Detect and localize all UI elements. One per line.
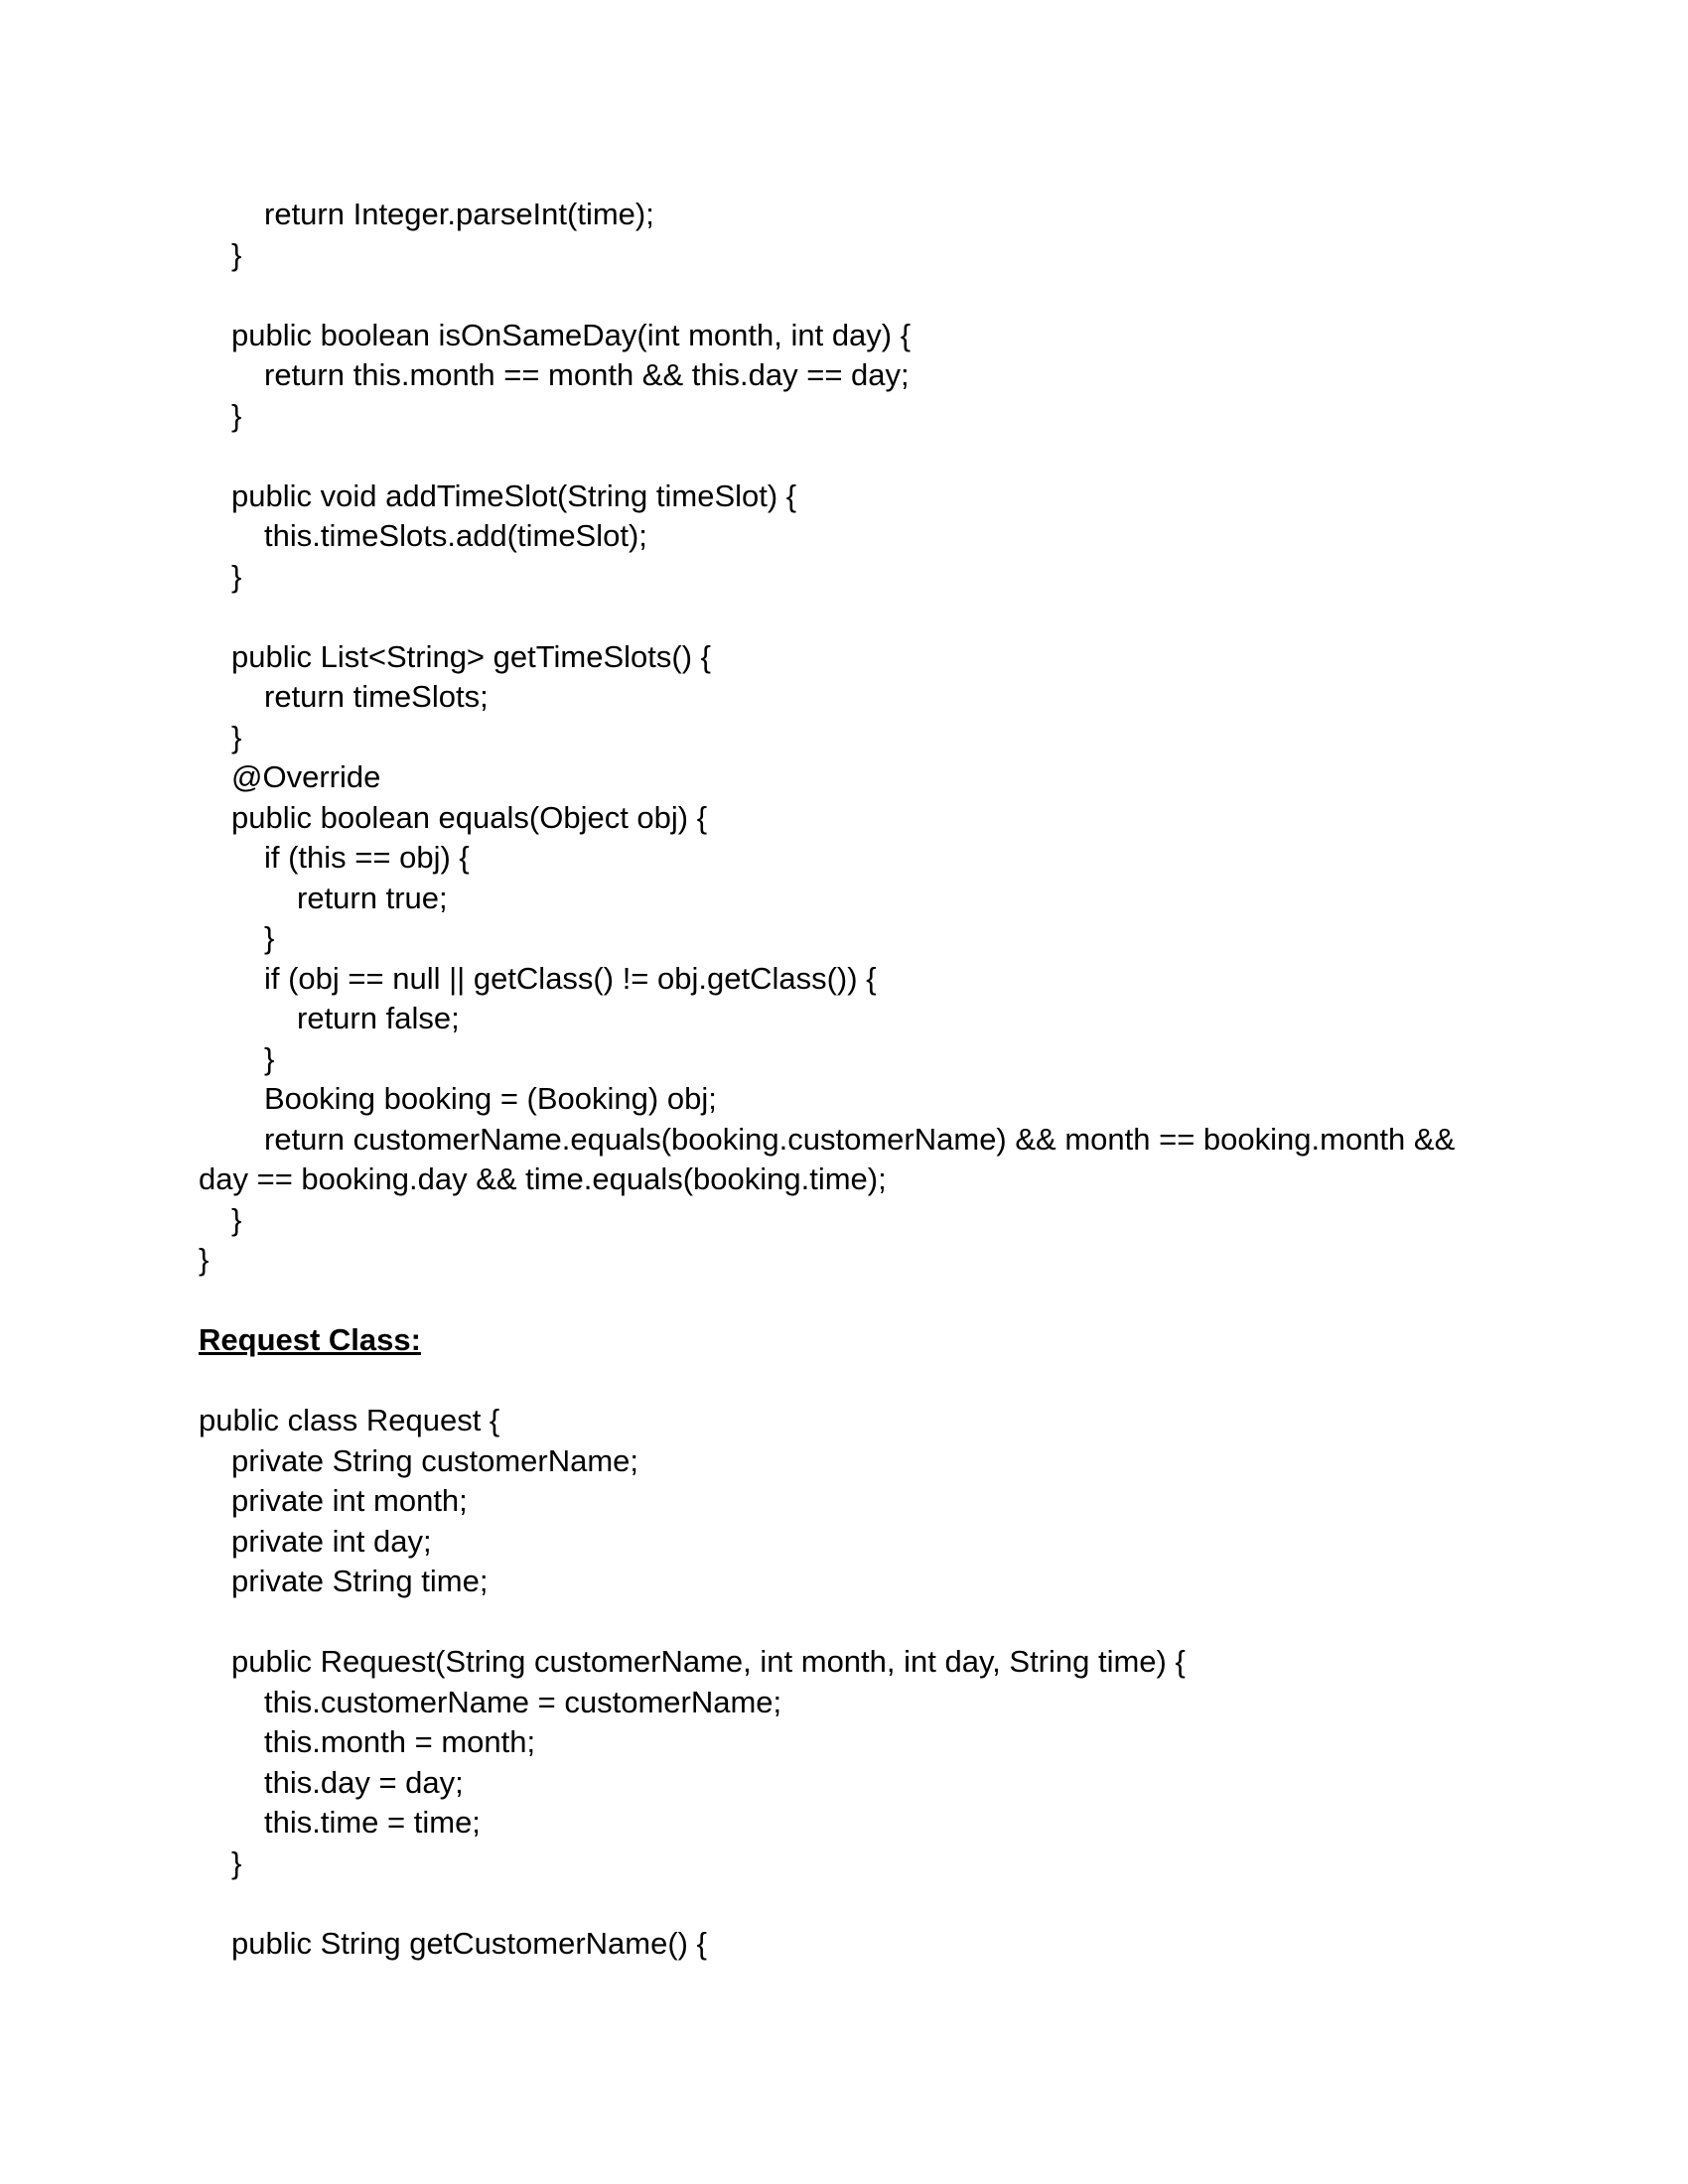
- blank-line: [199, 597, 1489, 637]
- code-line: return false;: [297, 1001, 460, 1035]
- code-line: public void addTimeSlot(String timeSlot) {: [231, 478, 797, 513]
- code-line: }: [264, 1040, 275, 1076]
- code-line: public Request(String customerName, int month, int day, String time) {: [231, 1644, 1186, 1679]
- code-line: private int month;: [231, 1483, 468, 1518]
- code-line: this.day = day;: [264, 1764, 464, 1800]
- code-line: this.timeSlots.add(timeSlot);: [264, 518, 647, 553]
- code-line: return true;: [297, 880, 448, 915]
- code-line: public String getCustomerName() {: [231, 1925, 707, 1961]
- code-line: private int day;: [231, 1523, 432, 1559]
- code-line: private String customerName;: [231, 1442, 639, 1478]
- code-line: }: [231, 397, 242, 433]
- code-line: if (this == obj) {: [264, 840, 470, 875]
- code-line: }: [199, 1242, 210, 1277]
- blank-line: [199, 1281, 1489, 1321]
- blank-line: [199, 275, 1489, 316]
- code-line: }: [231, 719, 242, 754]
- code-line: private String time;: [231, 1564, 489, 1598]
- code-line: public List<String> getTimeSlots() {: [231, 638, 712, 674]
- code-line: this.time = time;: [264, 1805, 481, 1840]
- code-line: return this.month == month && this.day == day;: [264, 357, 910, 392]
- code-line: }: [231, 236, 242, 272]
- code-line: }: [231, 1844, 242, 1880]
- code-line: Booking booking = (Booking) obj;: [264, 1081, 717, 1116]
- code-line: public boolean isOnSameDay(int month, int day) {: [231, 317, 912, 352]
- code-line: }: [231, 1201, 242, 1237]
- code-line: }: [231, 558, 242, 594]
- code-line: }: [264, 920, 275, 955]
- code-line: day == booking.day && time.equals(booking.time);: [199, 1161, 887, 1196]
- blank-line: [199, 1602, 1489, 1643]
- code-listing: [199, 195, 1489, 1964]
- code-line: this.month = month;: [264, 1724, 536, 1759]
- blank-line: [199, 1361, 1489, 1402]
- code-line: return Integer.parseInt(time);: [264, 197, 654, 231]
- code-line: public class Request {: [199, 1403, 500, 1437]
- code-line: this.customerName = customerName;: [264, 1684, 782, 1719]
- blank-line: [199, 1883, 1489, 1924]
- code-line: public boolean equals(Object obj) {: [231, 799, 708, 835]
- section-heading: Request Class:: [199, 1322, 421, 1357]
- code-line: return timeSlots;: [264, 679, 489, 714]
- blank-line: [199, 436, 1489, 477]
- code-line: return customerName.equals(booking.customerName) && month == booking.month &&: [264, 1121, 1456, 1157]
- code-line: if (obj == null || getClass() != obj.getClass()) {: [264, 960, 877, 996]
- code-line: @Override: [231, 759, 381, 794]
